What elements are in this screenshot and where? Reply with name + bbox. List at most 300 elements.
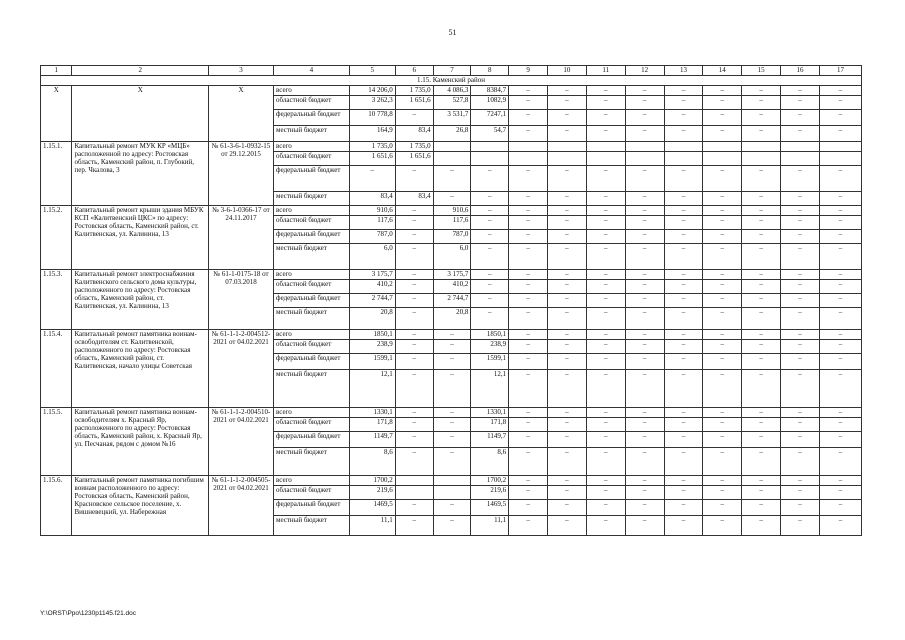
empty-year-cell: – (509, 110, 548, 126)
amount-cell: – (395, 330, 433, 340)
empty-year-cell: – (742, 330, 781, 340)
column-number: 2 (72, 66, 208, 76)
object-name: Капитальный ремонт памятника воинам-освободителям х. Красный Яр, расположенного по адресу: Ростовская область, Каменский район, х. Красный Яр, ул. Песчаная, рядом с домом №16 (72, 408, 208, 476)
item-number: 1.15.4. (41, 330, 72, 408)
empty-year-cell: – (625, 448, 664, 476)
empty-year-cell: – (742, 110, 781, 126)
empty-year-cell: – (819, 370, 861, 408)
funding-source: федеральный бюджет (274, 500, 350, 516)
empty-year-cell: – (819, 110, 861, 126)
empty-year-cell: – (781, 280, 820, 294)
empty-year-cell: – (742, 354, 781, 370)
amount-cell: 219,6 (471, 486, 509, 500)
column-number: 5 (349, 66, 395, 76)
empty-year-cell: – (509, 244, 548, 270)
file-path-footer: Y:\ORST\Ppo\1230p1145.f21.doc (40, 610, 137, 617)
empty-year-cell: – (742, 86, 781, 96)
funding-source: всего (274, 86, 350, 96)
amount-cell: 219,6 (349, 486, 395, 500)
funding-source: областной бюджет (274, 486, 350, 500)
empty-year-cell: – (742, 206, 781, 216)
empty-year-cell: – (819, 516, 861, 536)
empty-year-cell: – (625, 294, 664, 308)
funding-source: местный бюджет (274, 244, 350, 270)
amount-cell: – (433, 418, 471, 432)
column-number-row (41, 66, 862, 76)
empty-year-cell: – (742, 280, 781, 294)
empty-year-cell: – (664, 244, 703, 270)
column-number: 10 (547, 66, 586, 76)
amount-cell: 1 735,0 (349, 142, 395, 152)
empty-year-cell: – (703, 294, 742, 308)
amount-cell: 3 175,7 (349, 270, 395, 280)
amount-cell: – (433, 370, 471, 408)
amount-cell: 12,1 (471, 370, 509, 408)
page-number: 51 (448, 28, 457, 37)
empty-year-cell: – (664, 126, 703, 142)
item-number: 1.15.2. (41, 206, 72, 270)
empty-year-cell: – (819, 476, 861, 486)
empty-year-cell: – (781, 370, 820, 408)
document-ref: № 3-6-1-0366-17 от 24.11.2017 (208, 206, 273, 270)
empty-year-cell: – (547, 354, 586, 370)
amount-cell: – (395, 516, 433, 536)
amount-cell: 8,6 (471, 448, 509, 476)
amount-cell: – (471, 294, 509, 308)
document-ref: № 61-1-0175-18 от 07.03.2018 (208, 270, 273, 330)
empty-year-cell: – (819, 432, 861, 448)
empty-year-cell: – (664, 408, 703, 418)
empty-year-cell: – (819, 206, 861, 216)
amount-cell: 787,0 (349, 230, 395, 244)
funding-source: местный бюджет (274, 126, 350, 142)
empty-year-cell: – (703, 340, 742, 354)
empty-year-cell (547, 142, 586, 152)
funding-source: федеральный бюджет (274, 294, 350, 308)
empty-year-cell: – (664, 86, 703, 96)
empty-year-cell: – (742, 308, 781, 330)
empty-year-cell: – (781, 86, 820, 96)
empty-year-cell: – (664, 418, 703, 432)
empty-year-cell (509, 152, 548, 166)
empty-year-cell: – (703, 408, 742, 418)
amount-cell: 6,0 (349, 244, 395, 270)
column-number: 1 (41, 66, 72, 76)
empty-year-cell: – (664, 370, 703, 408)
column-number: 4 (274, 66, 350, 76)
amount-cell: – (395, 308, 433, 330)
empty-year-cell: – (664, 280, 703, 294)
empty-year-cell: – (703, 110, 742, 126)
empty-year-cell: – (742, 500, 781, 516)
empty-year-cell: – (547, 166, 586, 192)
column-number: 15 (742, 66, 781, 76)
amount-cell: – (433, 408, 471, 418)
empty-year-cell: – (781, 244, 820, 270)
amount-cell: – (395, 340, 433, 354)
empty-year-cell (819, 152, 861, 166)
empty-year-cell: – (703, 448, 742, 476)
amount-cell: 3 175,7 (433, 270, 471, 280)
funding-source: местный бюджет (274, 192, 350, 206)
empty-year-cell: – (586, 370, 625, 408)
empty-year-cell: – (819, 408, 861, 418)
empty-year-cell: – (586, 354, 625, 370)
amount-cell: – (395, 166, 433, 192)
empty-year-cell: – (703, 206, 742, 216)
empty-year-cell: – (625, 340, 664, 354)
document-ref: № 61-1-1-2-004512-2021 от 04.02.2021 (208, 330, 273, 408)
empty-year-cell: – (586, 500, 625, 516)
amount-cell: 26,8 (433, 126, 471, 142)
amount-cell: – (433, 340, 471, 354)
amount-cell: 1 651,6 (395, 152, 433, 166)
empty-year-cell: – (547, 408, 586, 418)
empty-year-cell: – (664, 340, 703, 354)
empty-year-cell: – (703, 476, 742, 486)
empty-year-cell: – (781, 448, 820, 476)
empty-year-cell: – (547, 244, 586, 270)
amount-cell: 1700,2 (471, 476, 509, 486)
empty-year-cell: – (625, 370, 664, 408)
empty-year-cell: – (703, 516, 742, 536)
amount-cell: 1330,1 (349, 408, 395, 418)
amount-cell: 83,4 (395, 192, 433, 206)
empty-year-cell: – (509, 408, 548, 418)
empty-year-cell: – (703, 308, 742, 330)
empty-year-cell: – (819, 448, 861, 476)
amount-cell: – (471, 192, 509, 206)
object-name: Капитальный ремонт памятника воинам-освободителям ст. Калитвенской, расположенного по адресу: Ростовская область, Каменский район, ст. Калитвенская, начало улицы Советская (72, 330, 208, 408)
empty-year-cell: – (819, 308, 861, 330)
empty-year-cell: – (625, 408, 664, 418)
empty-year-cell: – (703, 192, 742, 206)
empty-year-cell: – (819, 486, 861, 500)
amount-cell: – (471, 280, 509, 294)
amount-cell: 12,1 (349, 370, 395, 408)
empty-year-cell: – (781, 230, 820, 244)
empty-year-cell: – (625, 516, 664, 536)
funding-source: федеральный бюджет (274, 230, 350, 244)
table-row (41, 476, 862, 486)
amount-cell: – (433, 432, 471, 448)
empty-year-cell: – (586, 408, 625, 418)
empty-year-cell: – (742, 216, 781, 230)
empty-year-cell: – (586, 166, 625, 192)
empty-year-cell: – (664, 110, 703, 126)
budget-table (40, 65, 862, 536)
empty-year-cell: – (742, 476, 781, 486)
amount-cell: 238,9 (471, 340, 509, 354)
amount-cell: – (433, 500, 471, 516)
empty-year-cell: – (819, 230, 861, 244)
empty-year-cell: – (547, 126, 586, 142)
empty-year-cell: – (703, 500, 742, 516)
amount-cell: – (471, 166, 509, 192)
amount-cell: 1 651,6 (349, 152, 395, 166)
empty-year-cell: – (781, 166, 820, 192)
amount-cell: 1700,2 (349, 476, 395, 486)
empty-year-cell: – (781, 354, 820, 370)
amount-cell: – (471, 230, 509, 244)
empty-year-cell: – (703, 230, 742, 244)
amount-cell: 7247,1 (471, 110, 509, 126)
amount-cell: 787,0 (433, 230, 471, 244)
funding-source: всего (274, 206, 350, 216)
amount-cell: – (395, 448, 433, 476)
empty-year-cell: – (819, 330, 861, 340)
empty-year-cell: – (509, 476, 548, 486)
amount-cell: 1469,5 (471, 500, 509, 516)
funding-source: областной бюджет (274, 418, 350, 432)
amount-cell: – (471, 244, 509, 270)
column-number: 7 (433, 66, 471, 76)
amount-cell: 410,2 (349, 280, 395, 294)
empty-year-cell: – (625, 96, 664, 110)
column-number: 12 (625, 66, 664, 76)
column-number: 8 (471, 66, 509, 76)
empty-year-cell: – (742, 166, 781, 192)
funding-source: всего (274, 142, 350, 152)
empty-year-cell: – (781, 516, 820, 536)
empty-year-cell: – (625, 244, 664, 270)
empty-year-cell: – (509, 126, 548, 142)
amount-cell: 83,4 (349, 192, 395, 206)
empty-year-cell: – (819, 294, 861, 308)
amount-cell (433, 486, 471, 500)
empty-year-cell: – (664, 308, 703, 330)
empty-year-cell: – (586, 192, 625, 206)
empty-year-cell: – (625, 270, 664, 280)
empty-year-cell: – (625, 280, 664, 294)
empty-year-cell: – (586, 86, 625, 96)
document-ref: Х (208, 86, 273, 142)
item-number: 1.15.6. (41, 476, 72, 536)
empty-year-cell: – (547, 308, 586, 330)
table-row (41, 270, 862, 280)
empty-year-cell: – (664, 500, 703, 516)
empty-year-cell: – (547, 206, 586, 216)
empty-year-cell: – (781, 340, 820, 354)
empty-year-cell: – (586, 476, 625, 486)
empty-year-cell: – (625, 216, 664, 230)
amount-cell: 10 778,8 (349, 110, 395, 126)
amount-cell: 6,0 (433, 244, 471, 270)
column-number: 13 (664, 66, 703, 76)
funding-source: всего (274, 476, 350, 486)
empty-year-cell (742, 142, 781, 152)
empty-year-cell: – (819, 418, 861, 432)
amount-cell: 238,9 (349, 340, 395, 354)
empty-year-cell: – (742, 126, 781, 142)
empty-year-cell: – (664, 476, 703, 486)
empty-year-cell: – (664, 192, 703, 206)
empty-year-cell: – (742, 270, 781, 280)
amount-cell: – (433, 330, 471, 340)
empty-year-cell: – (547, 280, 586, 294)
table-row (41, 86, 862, 96)
empty-year-cell: – (781, 476, 820, 486)
funding-source: областной бюджет (274, 152, 350, 166)
amount-cell: – (471, 308, 509, 330)
amount-cell (433, 476, 471, 486)
amount-cell: 1 735,0 (395, 142, 433, 152)
empty-year-cell: – (742, 408, 781, 418)
empty-year-cell: – (509, 354, 548, 370)
empty-year-cell: – (664, 206, 703, 216)
empty-year-cell: – (819, 166, 861, 192)
empty-year-cell: – (664, 330, 703, 340)
empty-year-cell: – (664, 96, 703, 110)
empty-year-cell: – (625, 418, 664, 432)
table-row (41, 206, 862, 216)
empty-year-cell: – (547, 270, 586, 280)
empty-year-cell: – (742, 486, 781, 500)
empty-year-cell: – (664, 354, 703, 370)
empty-year-cell: – (664, 216, 703, 230)
empty-year-cell: – (625, 86, 664, 96)
amount-cell: – (395, 110, 433, 126)
empty-year-cell (509, 142, 548, 152)
empty-year-cell: – (703, 216, 742, 230)
amount-cell: – (433, 448, 471, 476)
empty-year-cell: – (781, 432, 820, 448)
empty-year-cell: – (547, 192, 586, 206)
amount-cell: 3 262,3 (349, 96, 395, 110)
empty-year-cell: – (586, 308, 625, 330)
column-number: 6 (395, 66, 433, 76)
empty-year-cell: – (586, 270, 625, 280)
amount-cell: – (349, 166, 395, 192)
amount-cell: – (471, 270, 509, 280)
document-ref: № 61-3-6-1-0932-15 от 29.12.2015 (208, 142, 273, 206)
funding-source: всего (274, 408, 350, 418)
empty-year-cell: – (547, 96, 586, 110)
empty-year-cell: – (742, 370, 781, 408)
empty-year-cell: – (586, 448, 625, 476)
amount-cell: 1469,5 (349, 500, 395, 516)
empty-year-cell: – (509, 270, 548, 280)
empty-year-cell: – (703, 330, 742, 340)
empty-year-cell: – (819, 270, 861, 280)
item-number: 1.15.3. (41, 270, 72, 330)
section-row (41, 76, 862, 86)
amount-cell: 1599,1 (471, 354, 509, 370)
empty-year-cell: – (664, 166, 703, 192)
amount-cell: 83,4 (395, 126, 433, 142)
item-number: 1.15.5. (41, 408, 72, 476)
amount-cell: – (395, 418, 433, 432)
empty-year-cell: – (781, 110, 820, 126)
amount-cell: – (395, 216, 433, 230)
empty-year-cell: – (819, 96, 861, 110)
empty-year-cell: – (703, 96, 742, 110)
amount-cell: – (395, 408, 433, 418)
empty-year-cell: – (509, 448, 548, 476)
empty-year-cell: – (625, 166, 664, 192)
empty-year-cell: – (547, 216, 586, 230)
empty-year-cell: – (509, 86, 548, 96)
empty-year-cell: – (586, 486, 625, 500)
empty-year-cell: – (703, 370, 742, 408)
funding-source: федеральный бюджет (274, 110, 350, 126)
column-number: 14 (703, 66, 742, 76)
empty-year-cell: – (742, 340, 781, 354)
empty-year-cell: – (509, 192, 548, 206)
empty-year-cell: – (586, 126, 625, 142)
object-name: Капитальный ремонт электроснабжения Калитвенского сельского дома культуры, расположенного по адресу: Ростовская область, Каменский район, ст. Калитвенская, ул. Калинина, 13 (72, 270, 208, 330)
empty-year-cell: – (742, 448, 781, 476)
empty-year-cell: – (547, 500, 586, 516)
amount-cell: – (395, 270, 433, 280)
funding-source: федеральный бюджет (274, 166, 350, 192)
funding-source: местный бюджет (274, 516, 350, 536)
amount-cell: 11,1 (349, 516, 395, 536)
funding-source: всего (274, 270, 350, 280)
empty-year-cell: – (547, 230, 586, 244)
empty-year-cell (664, 152, 703, 166)
empty-year-cell: – (547, 294, 586, 308)
empty-year-cell: – (664, 448, 703, 476)
empty-year-cell: – (625, 126, 664, 142)
empty-year-cell: – (509, 330, 548, 340)
empty-year-cell: – (625, 330, 664, 340)
amount-cell (395, 476, 433, 486)
amount-cell: 117,6 (349, 216, 395, 230)
empty-year-cell: – (742, 244, 781, 270)
funding-source: федеральный бюджет (274, 354, 350, 370)
empty-year-cell: – (586, 516, 625, 536)
amount-cell: 1149,7 (471, 432, 509, 448)
table-row (41, 330, 862, 340)
empty-year-cell: – (509, 216, 548, 230)
empty-year-cell: – (781, 486, 820, 500)
empty-year-cell: – (703, 354, 742, 370)
empty-year-cell: – (586, 96, 625, 110)
empty-year-cell: – (509, 486, 548, 500)
amount-cell: 1149,7 (349, 432, 395, 448)
item-number: X (41, 86, 72, 142)
funding-source: местный бюджет (274, 448, 350, 476)
amount-cell: 1082,9 (471, 96, 509, 110)
amount-cell: – (471, 216, 509, 230)
amount-cell: 1 735,0 (395, 86, 433, 96)
amount-cell: 54,7 (471, 126, 509, 142)
funding-source: областной бюджет (274, 96, 350, 110)
funding-source: местный бюджет (274, 370, 350, 408)
empty-year-cell (625, 152, 664, 166)
object-name: Капитальный ремонт памятника погибшим воинам расположенного по адресу: Ростовская область, Каменский район, Красновское сельское поселение, х. Вишневецкий, ул. Набережная (72, 476, 208, 536)
empty-year-cell: – (625, 110, 664, 126)
empty-year-cell: – (664, 294, 703, 308)
empty-year-cell: – (509, 370, 548, 408)
empty-year-cell: – (664, 432, 703, 448)
empty-year-cell: – (547, 476, 586, 486)
amount-cell: 2 744,7 (433, 294, 471, 308)
amount-cell: – (395, 354, 433, 370)
empty-year-cell: – (547, 448, 586, 476)
empty-year-cell: – (586, 418, 625, 432)
empty-year-cell: – (509, 206, 548, 216)
empty-year-cell: – (625, 308, 664, 330)
empty-year-cell (703, 142, 742, 152)
amount-cell: 11,1 (471, 516, 509, 536)
amount-cell: – (471, 206, 509, 216)
empty-year-cell: – (547, 418, 586, 432)
empty-year-cell: – (547, 486, 586, 500)
empty-year-cell: – (664, 516, 703, 536)
amount-cell: 171,8 (471, 418, 509, 432)
